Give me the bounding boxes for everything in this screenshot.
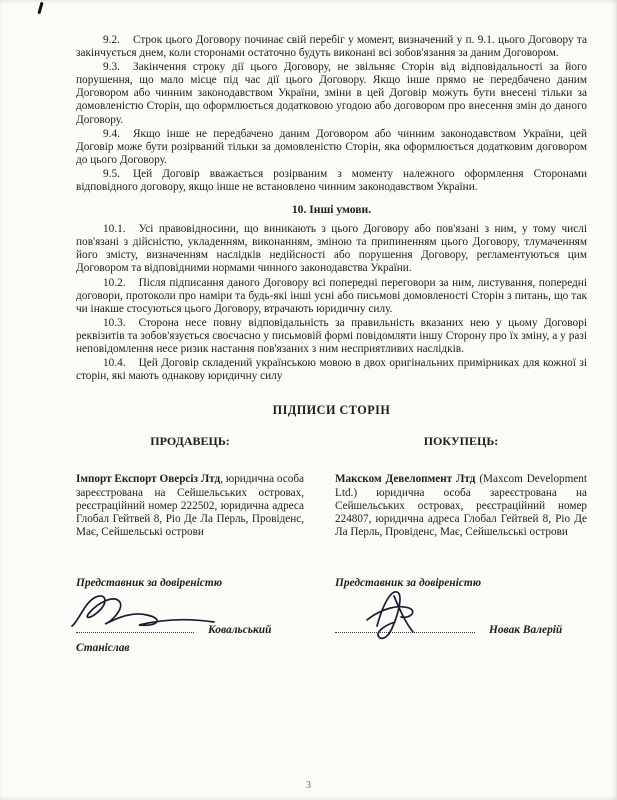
buyer-signature-scribble	[337, 584, 469, 644]
clause-10-4	[76, 357, 587, 383]
clause-10-1	[76, 223, 587, 275]
seller-company-details	[76, 473, 304, 554]
buyer-signature-line	[335, 620, 475, 633]
page-number: 3	[306, 780, 311, 791]
seller-block	[76, 434, 304, 655]
clause-text: Сторона несе повну відповідальність за правильність вказаних нею у цьому Договорі реквізитів та зобов'язується своєчасно у письмовій формі повідомляти іншу Сторону про їх зміну, а у разі неповідомлення несе ризик настання пов'язаних з ним несприятливих наслідків.	[76, 316, 587, 355]
buyer-signature-row	[335, 620, 587, 642]
clause-text: Після підписання даного Договору всі попередні переговори за ним, листування, попередні договори, протоколи про наміри та будь-які інші усні або письмові домовленості Сторін з питань, що так чи інакше стосуються цього Договору, втрачають юридичну силу.	[76, 276, 587, 315]
contract-body	[76, 34, 587, 655]
scan-artifact	[37, 2, 43, 14]
signature-columns	[76, 434, 587, 655]
clause-text: Усі правовідносини, що виникають з цього Договору або пов'язані з ним, у тому числі пов'язані з дійсністю, укладенням, виконанням, зміною та припиненням цього Договору, тлумаченням його змісту, визначенням наслідків недійсності або порушення Договору, регламентуються цим Договором та відповідними нормами чинного законодавства України.	[76, 223, 587, 275]
clause-number: 9.3.	[103, 61, 120, 74]
buyer-signer-name: Новак Валерій	[489, 624, 563, 637]
clause-number: 10.1.	[103, 223, 126, 236]
clause-number: 9.5.	[103, 167, 120, 180]
seller-signature-row	[76, 620, 304, 655]
clause-10-2	[76, 277, 587, 316]
clause-9-3	[76, 61, 587, 126]
clause-number: 10.4.	[103, 357, 126, 370]
clause-text: Цей Договір складений українською мовою в двох оригінальних примірниках для кожної зі сторін, які мають однакову юридичну силу	[76, 357, 587, 383]
buyer-title: ПОКУПЕЦЬ:	[423, 434, 499, 449]
seller-signature-line	[76, 620, 194, 633]
seller-company-name: Імпорт Експорт Оверсіз Лтд	[76, 473, 221, 486]
clause-text: Закінчення строку дії цього Договору, не звільняє Сторін від відповідальності за його порушення, що мало місце під час дії цього Договору. Якщо інше прямо не передбачено даним Договором або чинним законодавством України, зміни в цей Договір можуть бути внесені тільки за домовленістю Сторін, що оформлюється додатковою угодою або договором про внесення змін до даного Договору.	[76, 61, 587, 126]
clause-9-2	[76, 34, 587, 60]
clause-text: Якщо інше не передбачено даним Договором або чинним законодавством України, цей Договір може бути розірваний тільки за домовленістю Сторін, яка оформлюється додатковим договором до цього Договору.	[76, 127, 587, 166]
signatures-heading: ПІДПИСИ СТОРІН	[272, 403, 391, 418]
buyer-block	[335, 434, 587, 642]
buyer-company-rest: (Maxcom Development Ltd.) юридична особа зареєстрована на Сейшельських островах, реєстраційний номер 224807, юридична адреса Глобал Гейтвей 8, Ріо Де Ла Перль, Провіденс, Має, Сейшельські острови	[335, 473, 587, 539]
seller-company-rest: , юридична особа зареєстрована на Сейшельських островах, реєстраційний номер 222502, юридична адреса Глобал Гейтвей 8, Ріо Де Ла Перль, Провіденс, Має, Сейшельські острови	[76, 473, 304, 539]
buyer-company-details	[335, 473, 587, 554]
clause-number: 10.2.	[103, 276, 126, 289]
buyer-representative-label: Представник за довіреністю	[335, 577, 482, 590]
clause-9-5	[76, 168, 587, 194]
clause-text: Строк цього Договору починає свій перебіг у момент, визначений у п. 9.1. цього Договору та закінчується днем, коли сторонами остаточно будуть виконані всі зобов'язання за даним Договором.	[76, 34, 587, 60]
clause-number: 10.3.	[103, 316, 126, 329]
clause-9-4	[76, 128, 587, 167]
clause-10-3	[76, 317, 587, 356]
section-10-heading: 10. Інші умови.	[291, 203, 372, 217]
seller-signer-name: Ковальський Станіслав	[76, 624, 272, 655]
buyer-company-name: Макском Девелопмент Лтд	[335, 473, 476, 486]
clause-text: Цей Договір вважається розірваним з моменту належного оформлення Сторонами відповідного договору, якщо інше не встановлено чинним законодавством України.	[76, 167, 587, 194]
seller-representative-label: Представник за довіреністю	[76, 577, 223, 590]
clause-number: 9.2.	[103, 34, 120, 46]
seller-title: ПРОДАВЕЦЬ:	[150, 434, 230, 449]
clause-number: 9.4.	[103, 127, 120, 140]
